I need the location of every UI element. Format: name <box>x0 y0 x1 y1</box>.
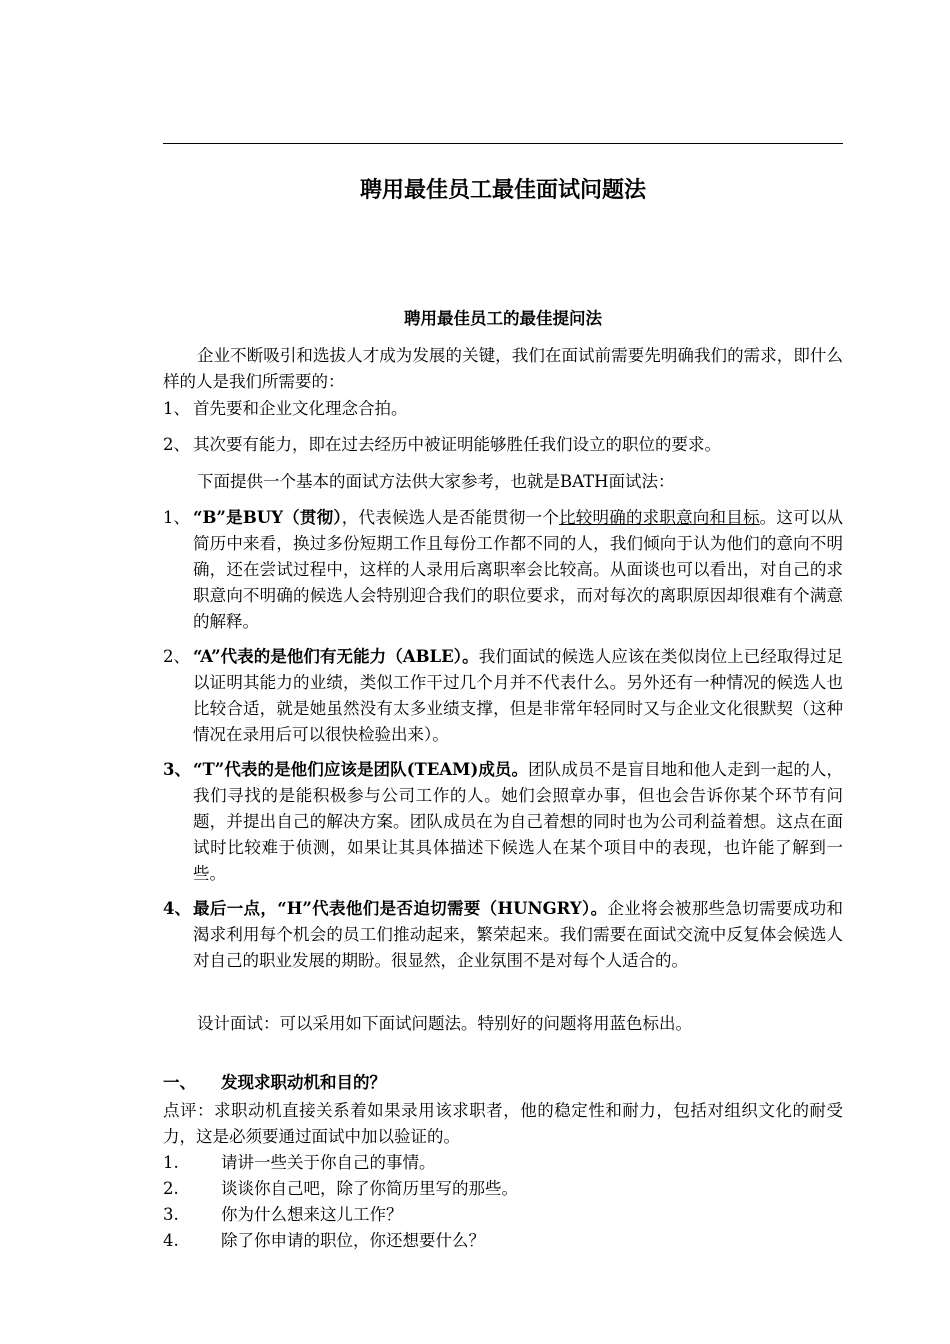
bath-text: ，代表候选人是否能贯彻一个 <box>341 508 560 527</box>
bath-heading: “A”代表的是他们有无能力（ABLE）。 <box>193 647 479 666</box>
underlined-phrase: 比较明确的求职意向和目标 <box>559 508 760 527</box>
intro-paragraph: 企业不断吸引和选拔人才成为发展的关键，我们在面试前需要先明确我们的需求，即什么样的人是我们所需要的： <box>163 346 843 391</box>
bath-heading: “B”是BUY（贯彻） <box>193 508 342 527</box>
requirement-number: 1、 <box>163 399 190 418</box>
section-heading <box>163 1070 843 1096</box>
bath-text: 。这可以从简历中来看，换过多份短期工作且每份工作都不同的人，我们倾向于认为他们的意向不明确，还在尝试过程中，这样的人录用后离职率会比较高。从面谈也可以看出，对自己的求职意向不明确的候选人会特别迎合我们的职位要求，而对每次的离职原因却很难有个满意的解释。 <box>193 508 844 631</box>
question-number: 1. <box>163 1153 179 1172</box>
bath-number: 4、 <box>163 899 191 918</box>
bath-number: 3、 <box>163 760 191 779</box>
requirement-text: 其次要有能力，即在过去经历中被证明能够胜任我们设立的职位的要求。 <box>193 435 721 454</box>
requirement-item <box>163 396 843 422</box>
question-text: 谈谈你自己吧，除了你简历里写的那些。 <box>221 1179 518 1198</box>
bath-number: 2、 <box>163 647 190 666</box>
bath-item-h <box>163 896 843 974</box>
bath-item-a <box>163 644 843 748</box>
comment-paragraph: 点评：求职动机直接关系着如果录用该求职者，他的稳定性和耐力，包括对组织文化的耐受力，这是必须要通过面试中加以验证的。 <box>163 1101 843 1146</box>
section-title: 发现求职动机和目的？ <box>221 1073 386 1092</box>
requirement-text: 首先要和企业文化理念合拍。 <box>193 399 408 418</box>
bath-heading: 最后一点，“H”代表他们是否迫切需要（HUNGRY）。 <box>193 899 608 918</box>
question-item <box>163 1176 843 1202</box>
requirement-number: 2、 <box>163 435 190 454</box>
page-title: 聘用最佳员工最佳面试问题法 <box>359 177 646 203</box>
question-text: 你为什么想来这儿工作？ <box>221 1205 403 1224</box>
bath-heading: “T”代表的是他们应该是团队(TEAM)成员。 <box>193 760 529 779</box>
requirement-item <box>163 432 843 458</box>
design-note: 设计面试：可以采用如下面试问题法。特别好的问题将用蓝色标出。 <box>197 1014 692 1033</box>
bath-item-b <box>163 505 843 635</box>
question-item <box>163 1202 843 1228</box>
question-number: 2. <box>163 1179 179 1198</box>
question-number: 3. <box>163 1205 179 1224</box>
question-item <box>163 1228 843 1254</box>
bath-text: 团队成员不是盲目地和他人走到一起的人，我们寻找的是能积极参与公司工作的人。她们会照章办事，但也会告诉你某个环节有问题，并提出自己的解决方案。团队成员在为自己着想的同时也为公司利益着想。这点在面试时比较难于侦测，如果让其具体描述下候选人在某个项目中的表现，也许能了解到一些。 <box>193 760 844 883</box>
bath-item-t <box>163 757 843 887</box>
bath-intro: 下面提供一个基本的面试方法供大家参考，也就是BATH面试法： <box>197 472 675 491</box>
question-text: 除了你申请的职位，你还想要什么？ <box>221 1231 485 1250</box>
bath-text: 我们面试的候选人应该在类似岗位上已经取得过足以证明其能力的业绩，类似工作干过几个月并不代表什么。另外还有一种情况的候选人也比较合适，就是她虽然没有太多业绩支撑，但是非常年轻同时又与企业文化很默契（这种情况在录用后可以很快检验出来）。 <box>193 647 844 744</box>
question-number: 4. <box>163 1231 179 1250</box>
header-rule <box>163 143 843 144</box>
section-number: 一、 <box>163 1073 196 1092</box>
bath-text: 企业将会被那些急切需要成功和渴求利用每个机会的员工们推动起来，繁荣起来。我们需要在面试交流中反复体会候选人对自己的职业发展的期盼。很显然，企业氛围不是对每个人适合的。 <box>193 899 843 970</box>
question-text: 请讲一些关于你自己的事情。 <box>221 1153 436 1172</box>
section-subtitle: 聘用最佳员工的最佳提问法 <box>404 309 602 328</box>
question-item <box>163 1150 843 1176</box>
bath-number: 1、 <box>163 508 190 527</box>
